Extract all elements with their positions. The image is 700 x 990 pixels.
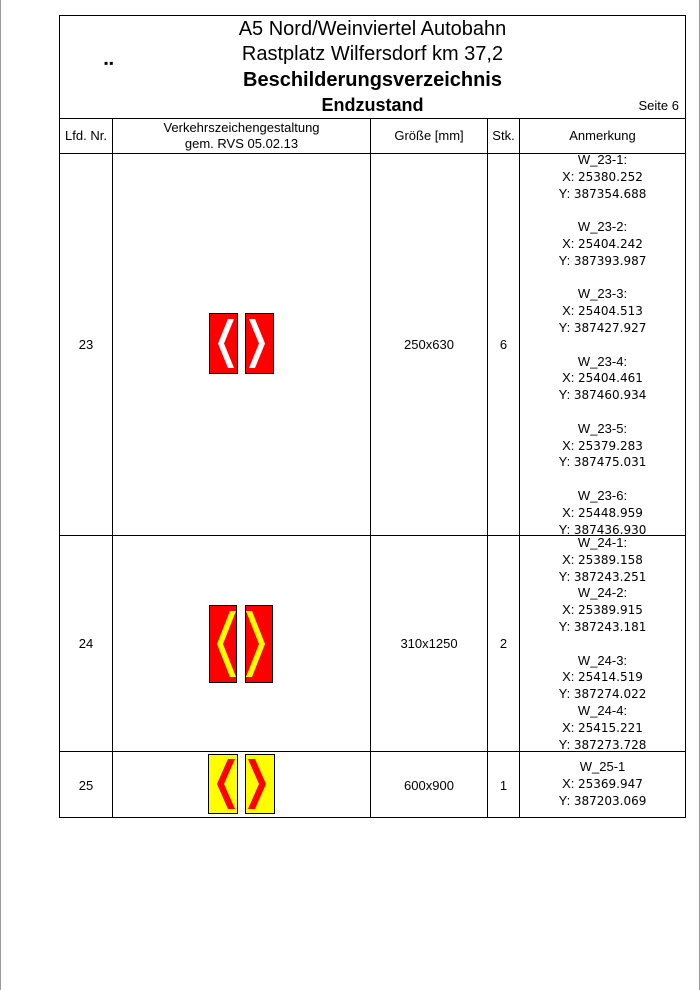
- note-x: X: 25415.221: [562, 719, 643, 735]
- column-header-design-line2: gem. RVS 05.02.13: [184, 136, 299, 151]
- leitwinkel-left-sign: [210, 606, 237, 683]
- row-25-size: 600x900: [404, 777, 454, 793]
- leitwinkel-left-sign: [209, 755, 238, 814]
- note-y: Y: 387436.930: [558, 521, 647, 537]
- column-header-nr: Lfd. Nr.: [60, 119, 112, 154]
- leitwinkel-right-sign: [246, 314, 274, 374]
- note-x: X: 25414.519: [562, 669, 643, 685]
- row-23-qty: 6: [499, 337, 508, 352]
- note-y: Y: 387274.022: [558, 686, 647, 702]
- column-header-design-line1: Verkehrszeichengestaltung: [163, 120, 320, 135]
- row-23-notes: [520, 152, 685, 538]
- row-25-nr: 25: [78, 777, 94, 793]
- row-24-nr: 24: [78, 636, 94, 651]
- row-23-size: 250x630: [404, 337, 454, 352]
- note-y: Y: 387393.987: [558, 252, 647, 268]
- column-header-size: Größe [mm]: [371, 119, 487, 154]
- note-id: W_23-4:: [577, 353, 628, 369]
- note-x: X: 25389.158: [562, 551, 643, 567]
- page-number: Seite 6: [638, 98, 679, 113]
- note-id: W_25-1: [579, 759, 626, 774]
- logo-mark: ▪▪: [104, 56, 115, 70]
- title-motorway: A5 Nord/Weinviertel Autobahn: [238, 18, 507, 40]
- note-y: Y: 387354.688: [558, 185, 647, 201]
- note-y: Y: 387427.927: [558, 319, 647, 335]
- note-x: X: 25379.283: [562, 437, 643, 453]
- document-header: [60, 16, 685, 119]
- column-header-qty: Stk.: [488, 119, 519, 154]
- note-x: X: 25389.915: [562, 602, 643, 618]
- row-25-qty: 1: [499, 777, 508, 793]
- note-id: W_23-2:: [577, 219, 628, 235]
- note-x: X: 25404.461: [562, 370, 643, 386]
- sign-row-25: [208, 754, 276, 816]
- row-24-notes: [520, 535, 685, 753]
- note-y: Y: 387460.934: [558, 387, 647, 403]
- note-x: X: 25404.242: [562, 235, 643, 251]
- title-document: Beschilderungsverzeichnis: [243, 69, 502, 91]
- note-x: X: 25404.513: [562, 303, 643, 319]
- leitwinkel-right-sign: [246, 755, 275, 814]
- document-frame: [59, 15, 686, 818]
- note-x: X: 25448.959: [562, 504, 643, 520]
- note-id: W_24-1:: [577, 535, 628, 550]
- note-y: Y: 387243.181: [558, 618, 647, 634]
- row-24-qty: 2: [499, 636, 508, 651]
- sign-row-23: [209, 313, 275, 375]
- note-y: Y: 387475.031: [558, 454, 647, 470]
- title-location: Rastplatz Wilfersdorf km 37,2: [241, 43, 504, 65]
- note-id: W_23-5:: [577, 420, 628, 436]
- note-x: X: 25380.252: [562, 168, 643, 184]
- row-24-size: 310x1250: [400, 636, 458, 651]
- leitwinkel-left-sign: [210, 314, 238, 374]
- note-id: W_24-4:: [577, 702, 628, 718]
- note-y: Y: 387273.728: [558, 736, 647, 752]
- column-header-design: [113, 119, 370, 154]
- note-x: X: 25369.947: [562, 775, 643, 791]
- note-y: Y: 387203.069: [558, 792, 647, 808]
- sign-row-24: [209, 605, 275, 685]
- note-id: W_24-2:: [577, 585, 628, 601]
- note-id: W_23-6:: [577, 487, 628, 503]
- leitwinkel-right-sign: [246, 606, 273, 683]
- grid-line: [112, 119, 113, 818]
- title-state: Endzustand: [321, 95, 424, 115]
- note-y: Y: 387243.251: [558, 568, 647, 584]
- note-id: W_24-3:: [577, 652, 628, 668]
- note-id: W_23-3:: [577, 286, 628, 302]
- row-25-notes: [520, 759, 685, 809]
- row-23-nr: 23: [78, 337, 94, 352]
- column-header-note: Anmerkung: [520, 119, 685, 154]
- page-edge: [0, 0, 1, 990]
- note-id: W_23-1:: [577, 152, 628, 167]
